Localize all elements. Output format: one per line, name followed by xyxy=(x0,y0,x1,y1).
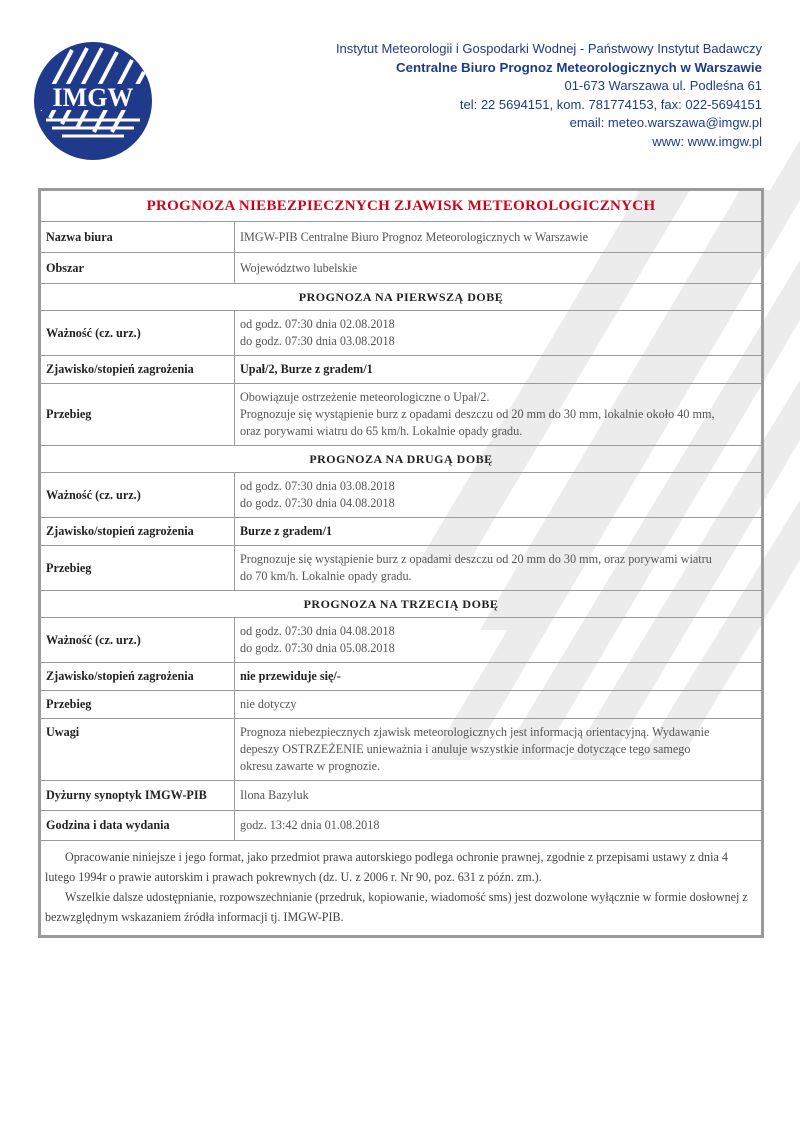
institute-name: Instytut Meteorologii i Gospodarki Wodnej - Państwowy Instytut Badawczy xyxy=(335,41,762,56)
day2-validity-label: Ważność (cz. urz.) xyxy=(41,473,235,518)
document-title: PROGNOZA NIEBEZPIECZNYCH ZJAWISK METEOROLOGICZNYCH xyxy=(41,191,762,222)
day1-course-line: Prognozuje się wystąpienie burz z opadami deszczu od 20 mm do 30 mm, lokalnie około 40 mm, xyxy=(240,407,715,421)
day2-phenomenon-value: Burze z gradem/1 xyxy=(235,518,762,546)
day2-heading: PROGNOZA NA DRUGĄ DOBĘ xyxy=(41,446,762,473)
synoptic-value: Ilona Bazyluk xyxy=(235,781,762,811)
remarks-line: okresu zawarte w prognozie. xyxy=(240,759,381,773)
issued-label: Godzina i data wydania xyxy=(41,811,235,841)
day3-phenomenon-label: Zjawisko/stopień zagrożenia xyxy=(41,663,235,691)
day1-course-line: oraz porywami wiatru do 65 km/h. Lokalnie opady gradu. xyxy=(240,424,523,438)
day3-validity xyxy=(235,618,762,663)
remarks-line: Prognoza niebezpiecznych zjawisk meteorologicznych jest informacją orientacyjną. Wydawanie xyxy=(240,725,710,739)
remarks xyxy=(235,719,762,781)
forecast-table xyxy=(40,190,762,936)
issued-value: godz. 13:42 dnia 01.08.2018 xyxy=(235,811,762,841)
institute-header xyxy=(336,40,762,151)
day1-course-label: Przebieg xyxy=(41,384,235,446)
day2-validity xyxy=(235,473,762,518)
day3-validity-from: od godz. 07:30 dnia 04.08.2018 xyxy=(240,624,395,638)
day3-validity-label: Ważność (cz. urz.) xyxy=(41,618,235,663)
office-value: IMGW-PIB Centralne Biuro Prognoz Meteorologicznych w Warszawie xyxy=(235,222,762,253)
day3-course-line: nie dotyczy xyxy=(235,691,762,719)
day2-validity-to: do godz. 07:30 dnia 04.08.2018 xyxy=(240,496,395,510)
day1-phenomenon-label: Zjawisko/stopień zagrożenia xyxy=(41,356,235,384)
office-label: Nazwa biura xyxy=(41,222,235,253)
remarks-label: Uwagi xyxy=(41,719,235,781)
svg-text:IMGW: IMGW xyxy=(52,83,134,112)
day3-phenomenon-value: nie przewiduje się/- xyxy=(235,663,762,691)
day3-heading: PROGNOZA NA TRZECIĄ DOBĘ xyxy=(41,591,762,618)
day1-validity-from: od godz. 07:30 dnia 02.08.2018 xyxy=(240,317,395,331)
day2-course-line: Prognozuje się wystąpienie burz z opadami deszczu od 20 mm do 30 mm, oraz porywami wiatru xyxy=(240,552,712,566)
imgw-logo xyxy=(32,40,154,162)
distribution-paragraph: Wszelkie dalsze udostępnianie, rozpowszechnianie (przedruk, kopiowanie, wiadomość sms) jest dozwolone wyłącznie w formie dosłownej z bezwzględnym wskazaniem źródła informacji tj. IMGW-PIB. xyxy=(45,890,748,924)
copyright-paragraph: Opracowanie niniejsze i jego format, jako przedmiot prawa autorskiego podlega ochronie prawnej, zgodnie z przepisami ustawy z dnia 4 lutego 1994r o prawie autorskim i prawach pokrewnych (dz. U. z 2006 r. Nr 90, poz. 631 z późn. zm.). xyxy=(45,850,728,884)
office-name: Centralne Biuro Prognoz Meteorologicznych w Warszawie xyxy=(396,59,762,75)
day1-validity-to: do godz. 07:30 dnia 03.08.2018 xyxy=(240,334,395,348)
day1-phenomenon-value: Upał/2, Burze z gradem/1 xyxy=(235,356,762,384)
day2-validity-from: od godz. 07:30 dnia 03.08.2018 xyxy=(240,479,395,493)
day1-validity xyxy=(235,311,762,356)
forecast-document xyxy=(38,188,764,938)
synoptic-label: Dyżurny synoptyk IMGW-PIB xyxy=(41,781,235,811)
day1-heading: PROGNOZA NA PIERWSZĄ DOBĘ xyxy=(41,284,762,311)
remarks-line: depeszy OSTRZEŻENIE unieważnia i anuluje wszystkie informacje dotyczące tego samego xyxy=(240,742,691,756)
www-link[interactable]: www: www.imgw.pl xyxy=(652,133,762,149)
day3-course-label: Przebieg xyxy=(41,691,235,719)
area-label: Obszar xyxy=(41,253,235,284)
day2-course-line: do 70 km/h. Lokalnie opady gradu. xyxy=(240,569,412,583)
day1-course xyxy=(235,384,762,446)
day1-validity-label: Ważność (cz. urz.) xyxy=(41,311,235,356)
day1-course-line: Obowiązuje ostrzeżenie meteorologiczne o Upał/2. xyxy=(240,390,490,404)
copyright-notice xyxy=(41,841,762,936)
day2-course-label: Przebieg xyxy=(41,546,235,591)
address: 01-673 Warszawa ul. Podleśna 61 xyxy=(564,78,762,93)
day2-course xyxy=(235,546,762,591)
day3-validity-to: do godz. 07:30 dnia 05.08.2018 xyxy=(240,641,395,655)
day2-phenomenon-label: Zjawisko/stopień zagrożenia xyxy=(41,518,235,546)
email-link[interactable]: email: meteo.warszawa@imgw.pl xyxy=(569,115,762,130)
phone: tel: 22 5694151, kom. 781774153, fax: 022-5694151 xyxy=(459,96,762,112)
area-value: Województwo lubelskie xyxy=(235,253,762,284)
